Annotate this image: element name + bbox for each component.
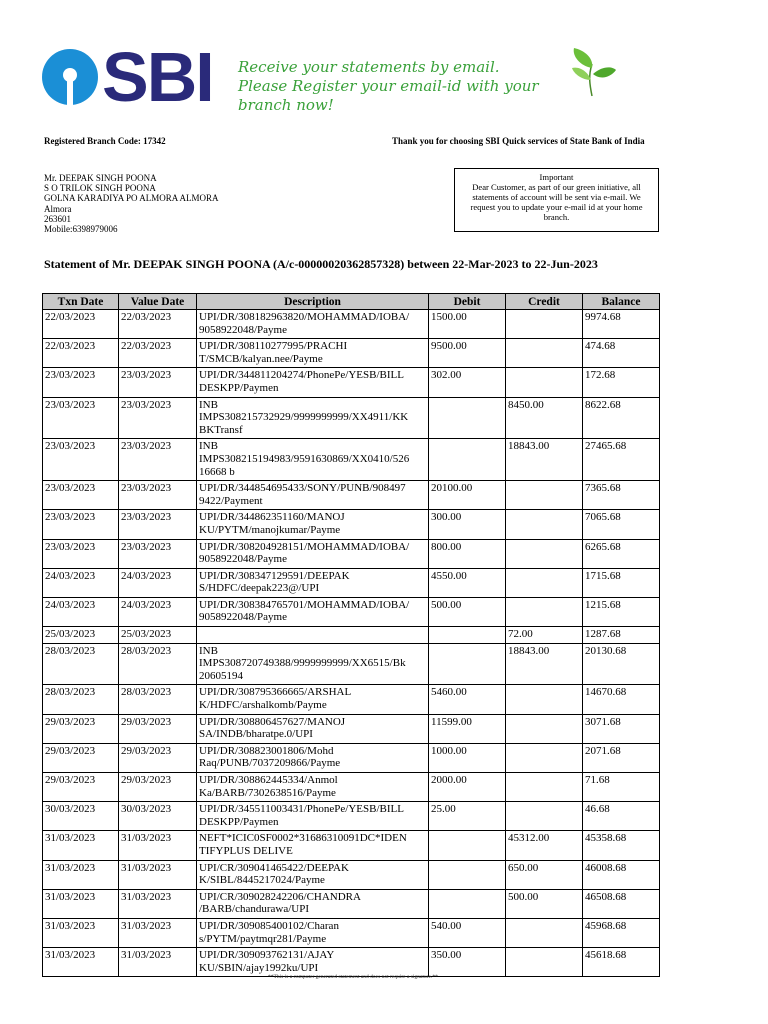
table-row xyxy=(43,539,660,568)
table-row xyxy=(43,627,660,644)
table-row xyxy=(43,773,660,802)
txn-date-cell: 28/03/2023 xyxy=(43,643,119,685)
txn-date-cell: 23/03/2023 xyxy=(43,368,119,397)
table-row xyxy=(43,510,660,539)
balance-cell: 1287.68 xyxy=(583,627,660,644)
credit-cell xyxy=(506,568,583,597)
credit-cell xyxy=(506,310,583,339)
credit-cell xyxy=(506,714,583,743)
description-cell: UPI/DR/308795366665/ARSHAL K/HDFC/arshalkomb/Payme xyxy=(197,685,429,714)
txn-date-cell: 23/03/2023 xyxy=(43,539,119,568)
branch-code: Registered Branch Code: 17342 xyxy=(44,136,166,146)
table-row xyxy=(43,439,660,481)
table-header-row xyxy=(43,294,660,310)
description-cell: UPI/DR/308806457627/MANOJ SA/INDB/bharatpe.0/UPI xyxy=(197,714,429,743)
value-date-cell: 23/03/2023 xyxy=(119,481,197,510)
credit-cell: 650.00 xyxy=(506,860,583,889)
address-line: 263601 xyxy=(44,213,71,224)
transactions-table xyxy=(42,293,660,977)
value-date-cell: 31/03/2023 xyxy=(119,889,197,918)
debit-cell xyxy=(429,860,506,889)
header-value-date: Value Date xyxy=(119,294,197,310)
table-row xyxy=(43,397,660,439)
balance-cell: 172.68 xyxy=(583,368,660,397)
credit-cell xyxy=(506,918,583,947)
debit-cell: 1000.00 xyxy=(429,743,506,772)
balance-cell: 45618.68 xyxy=(583,948,660,977)
table-row xyxy=(43,831,660,860)
balance-cell: 7365.68 xyxy=(583,481,660,510)
balance-cell: 6265.68 xyxy=(583,539,660,568)
value-date-cell: 22/03/2023 xyxy=(119,339,197,368)
debit-cell xyxy=(429,889,506,918)
txn-date-cell: 31/03/2023 xyxy=(43,831,119,860)
txn-date-cell: 22/03/2023 xyxy=(43,310,119,339)
sbi-logo xyxy=(42,38,213,116)
credit-cell xyxy=(506,685,583,714)
balance-cell: 1715.68 xyxy=(583,568,660,597)
statement-title: Statement of Mr. DEEPAK SINGH POONA (A/c-00000020362857328) between 22-Mar-2023 to 22-Jun-2023 xyxy=(44,257,598,271)
balance-cell: 20130.68 xyxy=(583,643,660,685)
notice-title: Important xyxy=(539,172,574,182)
address-line: GOLNA KARADIYA PO ALMORA ALMORA xyxy=(44,193,219,204)
value-date-cell: 31/03/2023 xyxy=(119,918,197,947)
debit-cell: 300.00 xyxy=(429,510,506,539)
txn-date-cell: 30/03/2023 xyxy=(43,802,119,831)
debit-cell xyxy=(429,397,506,439)
debit-cell: 9500.00 xyxy=(429,339,506,368)
value-date-cell: 23/03/2023 xyxy=(119,368,197,397)
debit-cell: 800.00 xyxy=(429,539,506,568)
credit-cell xyxy=(506,743,583,772)
balance-cell: 45968.68 xyxy=(583,918,660,947)
table-row xyxy=(43,714,660,743)
address-line: Almora xyxy=(44,203,72,214)
debit-cell: 4550.00 xyxy=(429,568,506,597)
balance-cell: 46.68 xyxy=(583,802,660,831)
txn-date-cell: 23/03/2023 xyxy=(43,481,119,510)
value-date-cell: 25/03/2023 xyxy=(119,627,197,644)
description-cell: UPI/DR/308347129591/DEEPAK S/HDFC/deepak223@/UPI xyxy=(197,568,429,597)
thank-you-note: Thank you for choosing SBI Quick services of State Bank of India xyxy=(392,136,645,146)
description-cell: INB IMPS308215732929/9999999999/XX4911/KK BKTransf xyxy=(197,397,429,439)
credit-cell: 18843.00 xyxy=(506,643,583,685)
description-cell: UPI/CR/309041465422/DEEPAK K/SIBL/8445217024/Payme xyxy=(197,860,429,889)
credit-cell xyxy=(506,510,583,539)
debit-cell: 2000.00 xyxy=(429,773,506,802)
description-cell: INB IMPS308215194983/9591630869/XX0410/526 16668 b xyxy=(197,439,429,481)
address-line: S O TRILOK SINGH POONA xyxy=(44,183,156,194)
table-row xyxy=(43,310,660,339)
credit-cell xyxy=(506,481,583,510)
txn-date-cell: 29/03/2023 xyxy=(43,743,119,772)
txn-date-cell: 24/03/2023 xyxy=(43,597,119,626)
debit-cell: 500.00 xyxy=(429,597,506,626)
notice-body: Dear Customer, as part of our green initiative, all statements of account will be sent via e-mail. We request you to update your e-mail id at your home branch. xyxy=(470,182,643,222)
txn-date-cell: 29/03/2023 xyxy=(43,714,119,743)
debit-cell xyxy=(429,439,506,481)
txn-date-cell: 31/03/2023 xyxy=(43,860,119,889)
balance-cell: 474.68 xyxy=(583,339,660,368)
header-balance: Balance xyxy=(583,294,660,310)
footnote: **This is a computer generated statement and does not require a signature.** xyxy=(268,974,438,980)
description-cell: UPI/DR/309085400102/Charan s/PYTM/paytmqr281/Payme xyxy=(197,918,429,947)
balance-cell: 2071.68 xyxy=(583,743,660,772)
promo-line-2: Please Register your email-id with your branch now! xyxy=(238,77,539,114)
header-description: Description xyxy=(197,294,429,310)
table-row xyxy=(43,802,660,831)
description-cell xyxy=(197,627,429,644)
balance-cell: 46008.68 xyxy=(583,860,660,889)
txn-date-cell: 29/03/2023 xyxy=(43,773,119,802)
header-txn-date: Txn Date xyxy=(43,294,119,310)
debit-cell xyxy=(429,831,506,860)
table-row xyxy=(43,918,660,947)
value-date-cell: 29/03/2023 xyxy=(119,743,197,772)
description-cell: UPI/DR/308823001806/Mohd Raq/PUNB/7037209866/Payme xyxy=(197,743,429,772)
balance-cell: 7065.68 xyxy=(583,510,660,539)
credit-cell: 72.00 xyxy=(506,627,583,644)
description-cell: UPI/DR/308110277995/PRACHI T/SMCB/kalyan.nee/Payme xyxy=(197,339,429,368)
value-date-cell: 29/03/2023 xyxy=(119,773,197,802)
debit-cell: 350.00 xyxy=(429,948,506,977)
balance-cell: 46508.68 xyxy=(583,889,660,918)
table-row xyxy=(43,743,660,772)
table-row xyxy=(43,339,660,368)
debit-cell: 25.00 xyxy=(429,802,506,831)
value-date-cell: 31/03/2023 xyxy=(119,860,197,889)
debit-cell: 5460.00 xyxy=(429,685,506,714)
credit-cell xyxy=(506,539,583,568)
address-line: Mobile:6398979006 xyxy=(44,224,118,235)
customer-address xyxy=(44,173,219,234)
txn-date-cell: 31/03/2023 xyxy=(43,889,119,918)
description-cell: UPI/DR/345511003431/PhonePe/YESB/BILL DESKPP/Paymen xyxy=(197,802,429,831)
email-promo-banner xyxy=(238,58,568,115)
table-row xyxy=(43,568,660,597)
sbi-keyhole-icon xyxy=(42,49,98,105)
credit-cell xyxy=(506,597,583,626)
value-date-cell: 28/03/2023 xyxy=(119,685,197,714)
header-credit: Credit xyxy=(506,294,583,310)
description-cell: UPI/CR/309028242206/CHANDRA /BARB/chandurawa/UPI xyxy=(197,889,429,918)
table-row xyxy=(43,685,660,714)
value-date-cell: 22/03/2023 xyxy=(119,310,197,339)
value-date-cell: 23/03/2023 xyxy=(119,439,197,481)
balance-cell: 1215.68 xyxy=(583,597,660,626)
value-date-cell: 23/03/2023 xyxy=(119,397,197,439)
description-cell: UPI/DR/308204928151/MOHAMMAD/IOBA/ 9058922048/Payme xyxy=(197,539,429,568)
balance-cell: 3071.68 xyxy=(583,714,660,743)
credit-cell: 45312.00 xyxy=(506,831,583,860)
credit-cell xyxy=(506,948,583,977)
description-cell: UPI/DR/309093762131/AJAY KU/SBIN/ajay1992ku/UPI xyxy=(197,948,429,977)
credit-cell xyxy=(506,368,583,397)
debit-cell xyxy=(429,643,506,685)
description-cell: NEFT*ICIC0SF0002*31686310091DC*IDEN TIFYPLUS DELIVE xyxy=(197,831,429,860)
balance-cell: 27465.68 xyxy=(583,439,660,481)
value-date-cell: 24/03/2023 xyxy=(119,597,197,626)
description-cell: UPI/DR/344862351160/MANOJ KU/PYTM/manojkumar/Payme xyxy=(197,510,429,539)
table-row xyxy=(43,860,660,889)
green-leaf-icon xyxy=(566,46,618,98)
txn-date-cell: 31/03/2023 xyxy=(43,948,119,977)
txn-date-cell: 22/03/2023 xyxy=(43,339,119,368)
value-date-cell: 28/03/2023 xyxy=(119,643,197,685)
description-cell: UPI/DR/308862445334/Anmol Ka/BARB/7302638516/Payme xyxy=(197,773,429,802)
value-date-cell: 31/03/2023 xyxy=(119,948,197,977)
value-date-cell: 31/03/2023 xyxy=(119,831,197,860)
credit-cell: 500.00 xyxy=(506,889,583,918)
balance-cell: 9974.68 xyxy=(583,310,660,339)
important-notice-box xyxy=(454,168,659,232)
value-date-cell: 30/03/2023 xyxy=(119,802,197,831)
address-line: Mr. DEEPAK SINGH POONA xyxy=(44,173,157,183)
credit-cell xyxy=(506,339,583,368)
debit-cell: 11599.00 xyxy=(429,714,506,743)
value-date-cell: 23/03/2023 xyxy=(119,510,197,539)
balance-cell: 71.68 xyxy=(583,773,660,802)
table-row xyxy=(43,889,660,918)
balance-cell: 45358.68 xyxy=(583,831,660,860)
credit-cell xyxy=(506,802,583,831)
txn-date-cell: 23/03/2023 xyxy=(43,510,119,539)
description-cell: UPI/DR/308182963820/MOHAMMAD/IOBA/ 9058922048/Payme xyxy=(197,310,429,339)
txn-date-cell: 28/03/2023 xyxy=(43,685,119,714)
table-row xyxy=(43,368,660,397)
table-row xyxy=(43,597,660,626)
txn-date-cell: 24/03/2023 xyxy=(43,568,119,597)
debit-cell xyxy=(429,627,506,644)
promo-line-1: Receive your statements by email. xyxy=(238,58,500,76)
txn-date-cell: 23/03/2023 xyxy=(43,439,119,481)
description-cell: UPI/DR/344854695433/SONY/PUNB/908497 9422/Payment xyxy=(197,481,429,510)
txn-date-cell: 23/03/2023 xyxy=(43,397,119,439)
credit-cell: 18843.00 xyxy=(506,439,583,481)
description-cell: INB IMPS308720749388/9999999999/XX6515/Bk 20605194 xyxy=(197,643,429,685)
debit-cell: 540.00 xyxy=(429,918,506,947)
debit-cell: 20100.00 xyxy=(429,481,506,510)
value-date-cell: 24/03/2023 xyxy=(119,568,197,597)
balance-cell: 14670.68 xyxy=(583,685,660,714)
description-cell: UPI/DR/344811204274/PhonePe/YESB/BILL DESKPP/Paymen xyxy=(197,368,429,397)
value-date-cell: 29/03/2023 xyxy=(119,714,197,743)
header-debit: Debit xyxy=(429,294,506,310)
description-cell: UPI/DR/308384765701/MOHAMMAD/IOBA/ 9058922048/Payme xyxy=(197,597,429,626)
credit-cell: 8450.00 xyxy=(506,397,583,439)
table-row xyxy=(43,643,660,685)
table-row xyxy=(43,948,660,977)
table-row xyxy=(43,481,660,510)
debit-cell: 302.00 xyxy=(429,368,506,397)
value-date-cell: 23/03/2023 xyxy=(119,539,197,568)
debit-cell: 1500.00 xyxy=(429,310,506,339)
balance-cell: 8622.68 xyxy=(583,397,660,439)
credit-cell xyxy=(506,773,583,802)
txn-date-cell: 25/03/2023 xyxy=(43,627,119,644)
txn-date-cell: 31/03/2023 xyxy=(43,918,119,947)
logo-text: SBI xyxy=(102,38,213,116)
